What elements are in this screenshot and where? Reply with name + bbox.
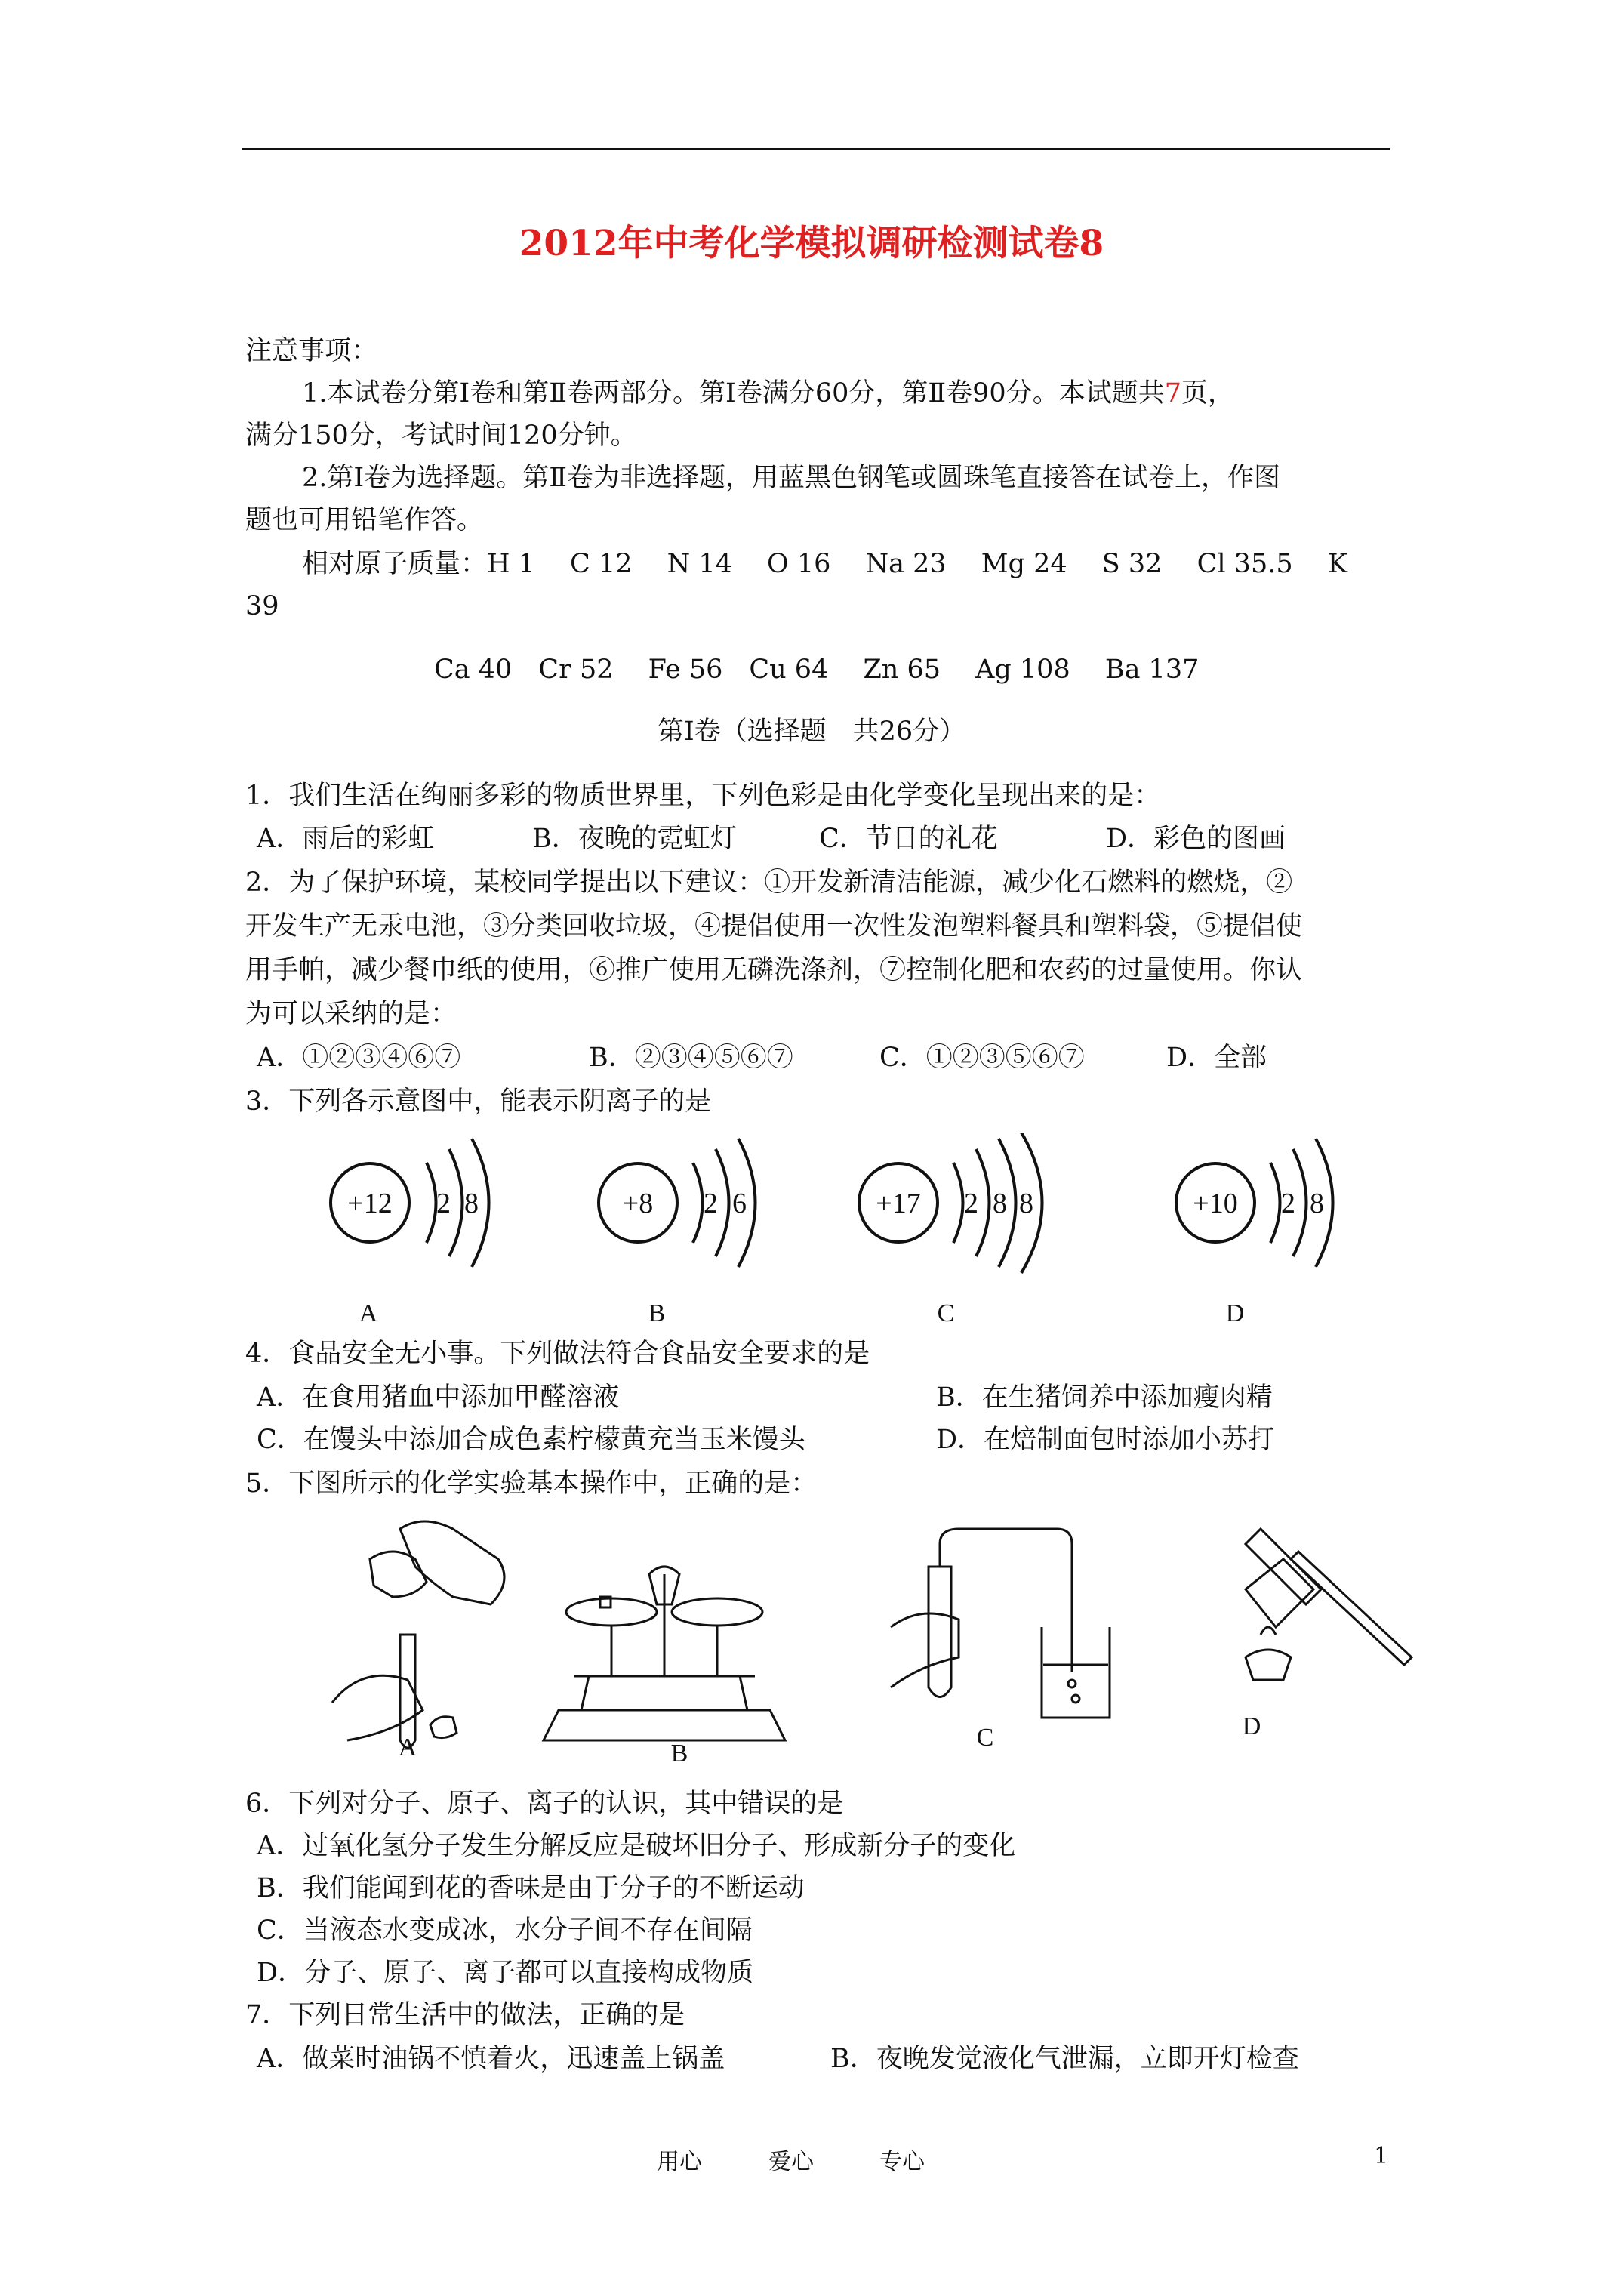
question-2-option-a[interactable]: A．①②③④⑥⑦: [257, 1043, 461, 1073]
question-2-option-d[interactable]: D．全部: [1166, 1043, 1267, 1073]
question-4-option-b[interactable]: B．在生猪饲养中添加瘦肉精: [936, 1382, 1273, 1413]
atom-c-label: C: [937, 1299, 955, 1327]
section-title: 第Ⅰ卷（选择题 共26分）: [657, 717, 966, 747]
question-1-option-c[interactable]: C．节日的礼花: [819, 824, 998, 854]
atom-d-shell-1: 2: [1281, 1188, 1295, 1219]
atom-b-nucleus: +8: [622, 1188, 654, 1219]
figure-d-label: D: [1242, 1712, 1261, 1740]
figure-b-balance: [544, 1567, 785, 1740]
atom-b-shell-2: 6: [732, 1188, 747, 1219]
question-4-option-c[interactable]: C．在馒头中添加合成色素柠檬黄充当玉米馒头: [257, 1425, 805, 1455]
question-2-option-b[interactable]: B．②③④⑤⑥⑦: [589, 1043, 793, 1073]
page-title: 2012年中考化学模拟调研检测试卷8: [519, 223, 1104, 264]
atom-a-shell-1: 2: [436, 1188, 451, 1219]
notes-item1-text: 1.本试卷分第Ⅰ卷和第Ⅱ卷两部分。第Ⅰ卷满分60分，第Ⅱ卷90分。本试题共: [302, 378, 1165, 408]
question-1-stem: 1．我们生活在绚丽多彩的物质世界里，下列色彩是由化学变化呈现出来的是：: [245, 781, 1161, 811]
question-2-line2: 开发生产无汞电池，③分类回收垃圾，④提倡使用一次性发泡塑料餐具和塑料袋，⑤提倡使: [245, 911, 1303, 942]
question-2-line4: 为可以采纳的是：: [245, 999, 457, 1029]
question-6-option-b[interactable]: B．我们能闻到花的香味是由于分子的不断运动: [257, 1873, 805, 1903]
question-4-option-d[interactable]: D．在焙制面包时添加小苏打: [936, 1425, 1275, 1455]
footer-mid: 爱心: [768, 2149, 814, 2175]
question-6-option-c[interactable]: C．当液态水变成冰，水分子间不存在间隔: [257, 1915, 753, 1946]
question-6-stem: 6．下列对分子、原子、离子的认识，其中错误的是: [245, 1789, 844, 1819]
page-number: 1: [1374, 2143, 1389, 2169]
atom-c-nucleus: +17: [876, 1188, 921, 1219]
question-3-stem: 3．下列各示意图中，能表示阴离子的是: [245, 1086, 712, 1117]
atom-c-shell-2: 8: [993, 1188, 1007, 1219]
atom-a-nucleus: +12: [347, 1188, 393, 1219]
question-7-option-a[interactable]: A．做菜时油锅不慎着火，迅速盖上锅盖: [257, 2044, 725, 2074]
figure-a-pouring: [332, 1521, 504, 1748]
figure-d-heating: [1246, 1529, 1412, 1680]
question-7-option-b[interactable]: B．夜晚发觉液化气泄漏，立即开灯检查: [830, 2044, 1299, 2074]
question-7-stem: 7．下列日常生活中的做法，正确的是: [245, 2000, 685, 2030]
atomic-mass-line1-cont: 39: [245, 591, 279, 621]
question-4-stem: 4．食品安全无小事。下列做法符合食品安全要求的是: [245, 1339, 870, 1369]
atom-b-shell-1: 2: [704, 1188, 718, 1219]
atom-d-shell-2: 8: [1310, 1188, 1324, 1219]
header-rule: [242, 148, 1390, 150]
footer-left: 用心: [657, 2149, 702, 2175]
question-1-option-d[interactable]: D．彩色的图画: [1106, 824, 1286, 854]
notes-heading: 注意事项：: [245, 336, 378, 366]
notes-item1-line1: [302, 371, 1234, 415]
question-2-option-c[interactable]: C．①②③⑤⑥⑦: [879, 1043, 1085, 1073]
figure-b-label: B: [670, 1740, 688, 1767]
atom-d-nucleus: +10: [1193, 1188, 1238, 1219]
atomic-mass-line2: Ca 40 Cr 52 Fe 56 Cu 64 Zn 65 Ag 108 Ba 137: [434, 655, 1200, 685]
atom-structure-diagrams: [287, 1133, 1404, 1344]
atomic-mass-line1: 相对原子质量：H 1 C 12 N 14 O 16 Na 23 Mg 24 S 32 Cl 35.5 K: [302, 549, 1347, 579]
atom-a-label: A: [359, 1299, 378, 1327]
question-4-option-a[interactable]: A．在食用猪血中添加甲醛溶液: [257, 1382, 620, 1413]
notes-item1-line2: 满分150分，考试时间120分钟。: [245, 421, 637, 451]
atom-c-shell-1: 2: [964, 1188, 978, 1219]
question-5-stem: 5．下图所示的化学实验基本操作中，正确的是：: [245, 1469, 818, 1499]
figure-a-label: A: [398, 1734, 417, 1761]
question-6-option-a[interactable]: A．过氧化氢分子发生分解反应是破坏旧分子、形成新分子的变化: [257, 1831, 1016, 1861]
question-1-option-b[interactable]: B．夜晚的霓虹灯: [532, 824, 737, 854]
question-2-line1: 2．为了保护环境，某校同学提出以下建议：①开发新清洁能源，减少化石燃料的燃烧，②: [245, 868, 1293, 898]
notes-item2-line2: 题也可用铅笔作答。: [245, 505, 484, 535]
lab-operation-figures: [302, 1514, 1419, 1778]
page-count: 7: [1164, 378, 1181, 408]
atom-c-shell-3: 8: [1019, 1188, 1033, 1219]
question-6-option-d[interactable]: D．分子、原子、离子都可以直接构成物质: [257, 1958, 754, 1988]
notes-item1-text-b: 页，: [1181, 378, 1234, 408]
figure-c-label: C: [976, 1724, 994, 1752]
figure-c-airtight: [891, 1529, 1110, 1718]
question-2-line3: 用手帕，减少餐巾纸的使用，⑥推广使用无磷洗涤剂，⑦控制化肥和农药的过量使用。你认: [245, 955, 1303, 985]
notes-item2-line1: 2.第Ⅰ卷为选择题。第Ⅱ卷为非选择题，用蓝黑色钢笔或圆珠笔直接答在试卷上，作图: [302, 463, 1281, 493]
atom-b-label: B: [648, 1299, 666, 1327]
atom-a-shell-2: 8: [464, 1188, 479, 1219]
question-1-option-a[interactable]: A．雨后的彩虹: [257, 824, 435, 854]
atom-d-label: D: [1225, 1299, 1245, 1327]
footer-right: 专心: [879, 2149, 925, 2175]
